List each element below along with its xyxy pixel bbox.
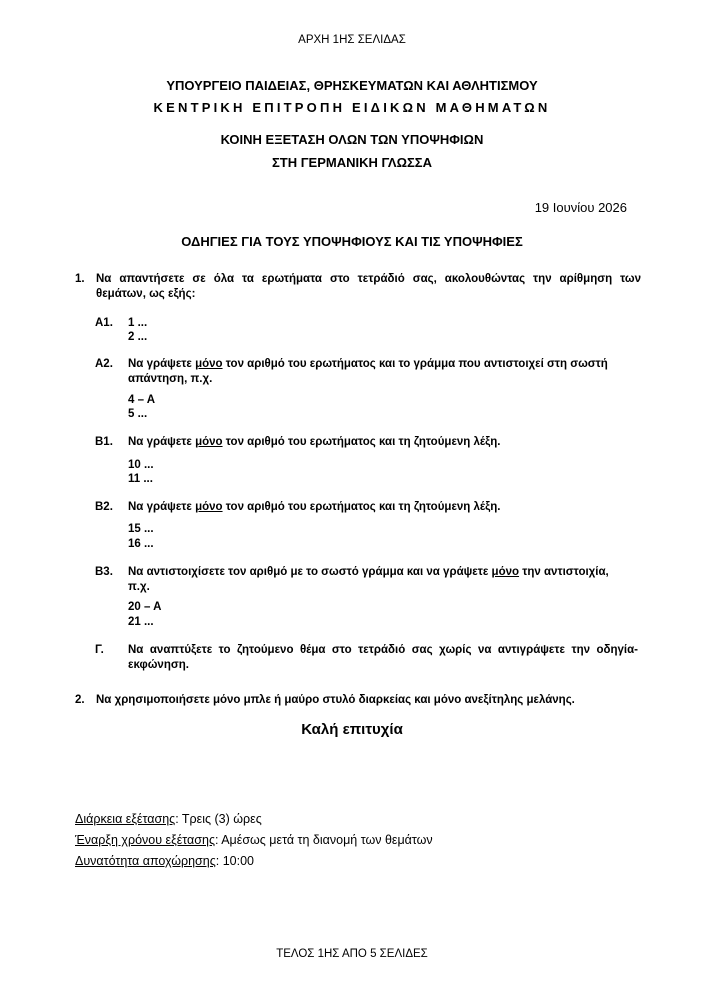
- section-label-g: Γ.: [95, 644, 104, 656]
- exam-title-line2: ΣΤΗ ΓΕΡΜΑΝΙΚΗ ΓΛΩΣΣΑ: [272, 155, 432, 170]
- b3-instruction: Να αντιστοιχίσετε τον αριθμό με το σωστό γράμμα και να γράψετε μόνο την αντιστοιχία,: [128, 566, 609, 578]
- duration-label: Διάρκεια εξέτασης: [75, 812, 176, 826]
- b2-emphasis: μόνο: [195, 501, 223, 513]
- b2-instruction: Να γράψετε μόνο τον αριθμό του ερωτήματος και τη ζητούμενη λέξη.: [128, 501, 501, 513]
- b3-emphasis: μόνο: [491, 566, 520, 578]
- a2-instruction: Να γράψετε μόνο τον αριθμό του ερωτήματος και το γράμμα που αντιστοιχεί στη σωστή: [128, 358, 608, 370]
- g-instruction-line2: εκφώνηση.: [128, 659, 189, 671]
- a2-answer-1: 4 – Α: [128, 394, 156, 406]
- page-footer: ΤΕΛΟΣ 1ΗΣ ΑΠΟ 5 ΣΕΛΙΔΕΣ: [276, 948, 428, 960]
- leave-label: Δυνατότητα αποχώρησης: [75, 854, 216, 868]
- a1-answer-1: 1 ...: [128, 317, 148, 329]
- item1-text-line1: Να απαντήσετε σε όλα τα ερωτήματα στο τετράδιό σας, ακολουθώντας την αρίθμηση των: [96, 273, 641, 285]
- section-label-b3: Β3.: [95, 566, 113, 578]
- a2-emphasis: μόνο: [195, 358, 223, 370]
- exam-title-line1: ΚΟΙΝΗ ΕΞΕΤΑΣΗ ΟΛΩΝ ΤΩΝ ΥΠΟΨΗΦΙΩΝ: [220, 132, 484, 147]
- b1-emphasis: μόνο: [195, 436, 223, 448]
- b2-answer-1: 15 ...: [128, 523, 154, 535]
- committee-title: ΚΕΝΤΡΙΚΗ ΕΠΙΤΡΟΠΗ ΕΙΔΙΚΩΝ ΜΑΘΗΜΑΤΩΝ: [153, 100, 551, 115]
- section-label-b1: Β1.: [95, 436, 113, 448]
- instructions-heading: ΟΔΗΓΙΕΣ ΓΙΑ ΤΟΥΣ ΥΠΟΨΗΦΙΟΥΣ ΚΑΙ ΤΙΣ ΥΠΟΨΗΦΙΕΣ: [181, 234, 523, 249]
- b1-answer-2: 11 ...: [128, 473, 153, 485]
- good-luck-text: Καλή επιτυχία: [301, 721, 403, 738]
- section-label-a2: Α2.: [95, 358, 113, 370]
- duration-value: : Τρεις (3) ώρες: [175, 812, 262, 826]
- g-instruction-line1: Να αναπτύξετε το ζητούμενο θέμα στο τετράδιό σας χωρίς να αντιγράψετε την οδηγία-: [128, 644, 638, 656]
- b1-instruction: Να γράψετε μόνο τον αριθμό του ερωτήματος και τη ζητούμενη λέξη.: [128, 436, 501, 448]
- a2-answer-2: 5 ...: [128, 408, 148, 420]
- a2-instruction-line2: απάντηση, π.χ.: [128, 373, 213, 385]
- b3-answer-2: 21 ...: [128, 616, 154, 628]
- b2-answer-2: 16 ...: [128, 538, 154, 550]
- a1-answer-2: 2 ...: [128, 331, 148, 343]
- leave-value: : 10:00: [215, 854, 254, 868]
- start-time-label: Έναρξη χρόνου εξέτασης: [75, 833, 215, 847]
- b3-instruction-line2: π.χ.: [128, 581, 150, 593]
- ministry-title: ΥΠΟΥΡΓΕΙΟ ΠΑΙΔΕΙΑΣ, ΘΡΗΣΚΕΥΜΑΤΩΝ ΚΑΙ ΑΘΛΗΤΙΣΜΟΥ: [166, 78, 538, 93]
- b3-answer-1: 20 – Α: [128, 601, 162, 613]
- exam-date: 19 Ιουνίου 2026: [534, 200, 627, 215]
- section-label-b2: Β2.: [95, 501, 113, 513]
- leave-line: [75, 854, 254, 868]
- section-label-a1: Α1.: [95, 317, 113, 329]
- start-time-value: : Αμέσως μετά τη διανομή των θεμάτων: [214, 833, 433, 847]
- duration-line: [75, 812, 262, 826]
- item2-text: Να χρησιμοποιήσετε μόνο μπλε ή μαύρο στυλό διαρκείας και μόνο ανεξίτηλης μελάνης.: [96, 694, 575, 706]
- start-time-line: [75, 833, 433, 847]
- item-number-1: 1.: [75, 273, 85, 285]
- item1-text-line2: θεμάτων, ως εξής:: [96, 288, 196, 300]
- b1-answer-1: 10 ...: [128, 459, 154, 471]
- page-header: ΑΡΧΗ 1ΗΣ ΣΕΛΙΔΑΣ: [298, 34, 406, 46]
- item-number-2: 2.: [75, 694, 85, 706]
